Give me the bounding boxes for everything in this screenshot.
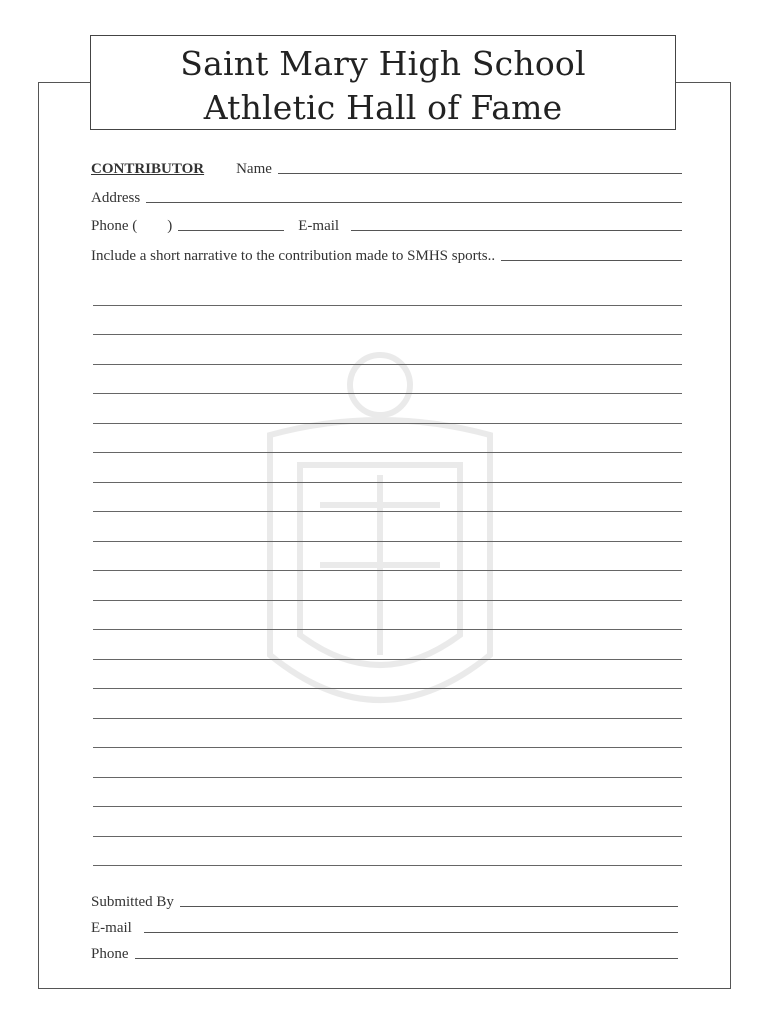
contributor-name-field[interactable]: [278, 173, 682, 174]
narrative-blank-line[interactable]: [93, 630, 682, 660]
contributor-address-row: [91, 187, 682, 207]
contributor-section-label: CONTRIBUTOR: [91, 161, 205, 177]
submitted-by-label: Submitted By: [91, 894, 174, 910]
submitter-email-field[interactable]: [144, 932, 678, 933]
contributor-address-field[interactable]: [146, 202, 682, 203]
contributor-email-field[interactable]: [351, 230, 682, 231]
narrative-blank-line[interactable]: [93, 365, 682, 395]
narrative-prompt: Include a short narrative to the contribution made to SMHS sports..: [91, 248, 496, 264]
narrative-blank-line[interactable]: [93, 601, 682, 631]
narrative-prompt-row: [91, 245, 682, 265]
submitted-by-row: [91, 891, 678, 911]
contributor-phone-field[interactable]: [178, 230, 284, 231]
narrative-blank-line[interactable]: [93, 335, 682, 365]
narrative-blank-line[interactable]: [93, 748, 682, 778]
narrative-blank-line[interactable]: [93, 424, 682, 454]
name-label: Name: [236, 161, 272, 177]
form-subtitle: Athletic Hall of Fame: [203, 88, 563, 127]
narrative-blank-line[interactable]: [93, 483, 682, 513]
submitter-phone-field[interactable]: [135, 958, 679, 959]
phone-label: Phone ( ): [91, 218, 173, 234]
narrative-blank-line[interactable]: [93, 453, 682, 483]
submitter-phone-row: [91, 943, 678, 963]
submitter-phone-label: Phone: [91, 946, 129, 962]
narrative-blank-line[interactable]: [93, 778, 682, 808]
narrative-blank-line[interactable]: [93, 306, 682, 336]
narrative-blank-line[interactable]: [93, 689, 682, 719]
narrative-blank-line[interactable]: [93, 660, 682, 690]
submitter-email-label: E-mail: [91, 920, 132, 936]
form-title: Saint Mary High School: [180, 44, 586, 83]
narrative-blank-line[interactable]: [93, 807, 682, 837]
contributor-email-label: E-mail: [298, 218, 340, 234]
narrative-blank-line[interactable]: [93, 719, 682, 749]
title-box: [90, 35, 676, 130]
submitter-email-row: [91, 917, 678, 937]
narrative-lines: [93, 276, 682, 866]
narrative-blank-line[interactable]: [93, 571, 682, 601]
narrative-blank-line[interactable]: [93, 394, 682, 424]
submitted-by-field[interactable]: [180, 906, 678, 907]
narrative-first-line[interactable]: [501, 260, 682, 261]
contributor-phone-email-row: [91, 215, 682, 235]
narrative-blank-line[interactable]: [93, 542, 682, 572]
contributor-name-row: [91, 158, 682, 178]
narrative-blank-line[interactable]: [93, 512, 682, 542]
address-label: Address: [91, 190, 141, 206]
narrative-blank-line[interactable]: [93, 837, 682, 867]
narrative-blank-line[interactable]: [93, 276, 682, 306]
